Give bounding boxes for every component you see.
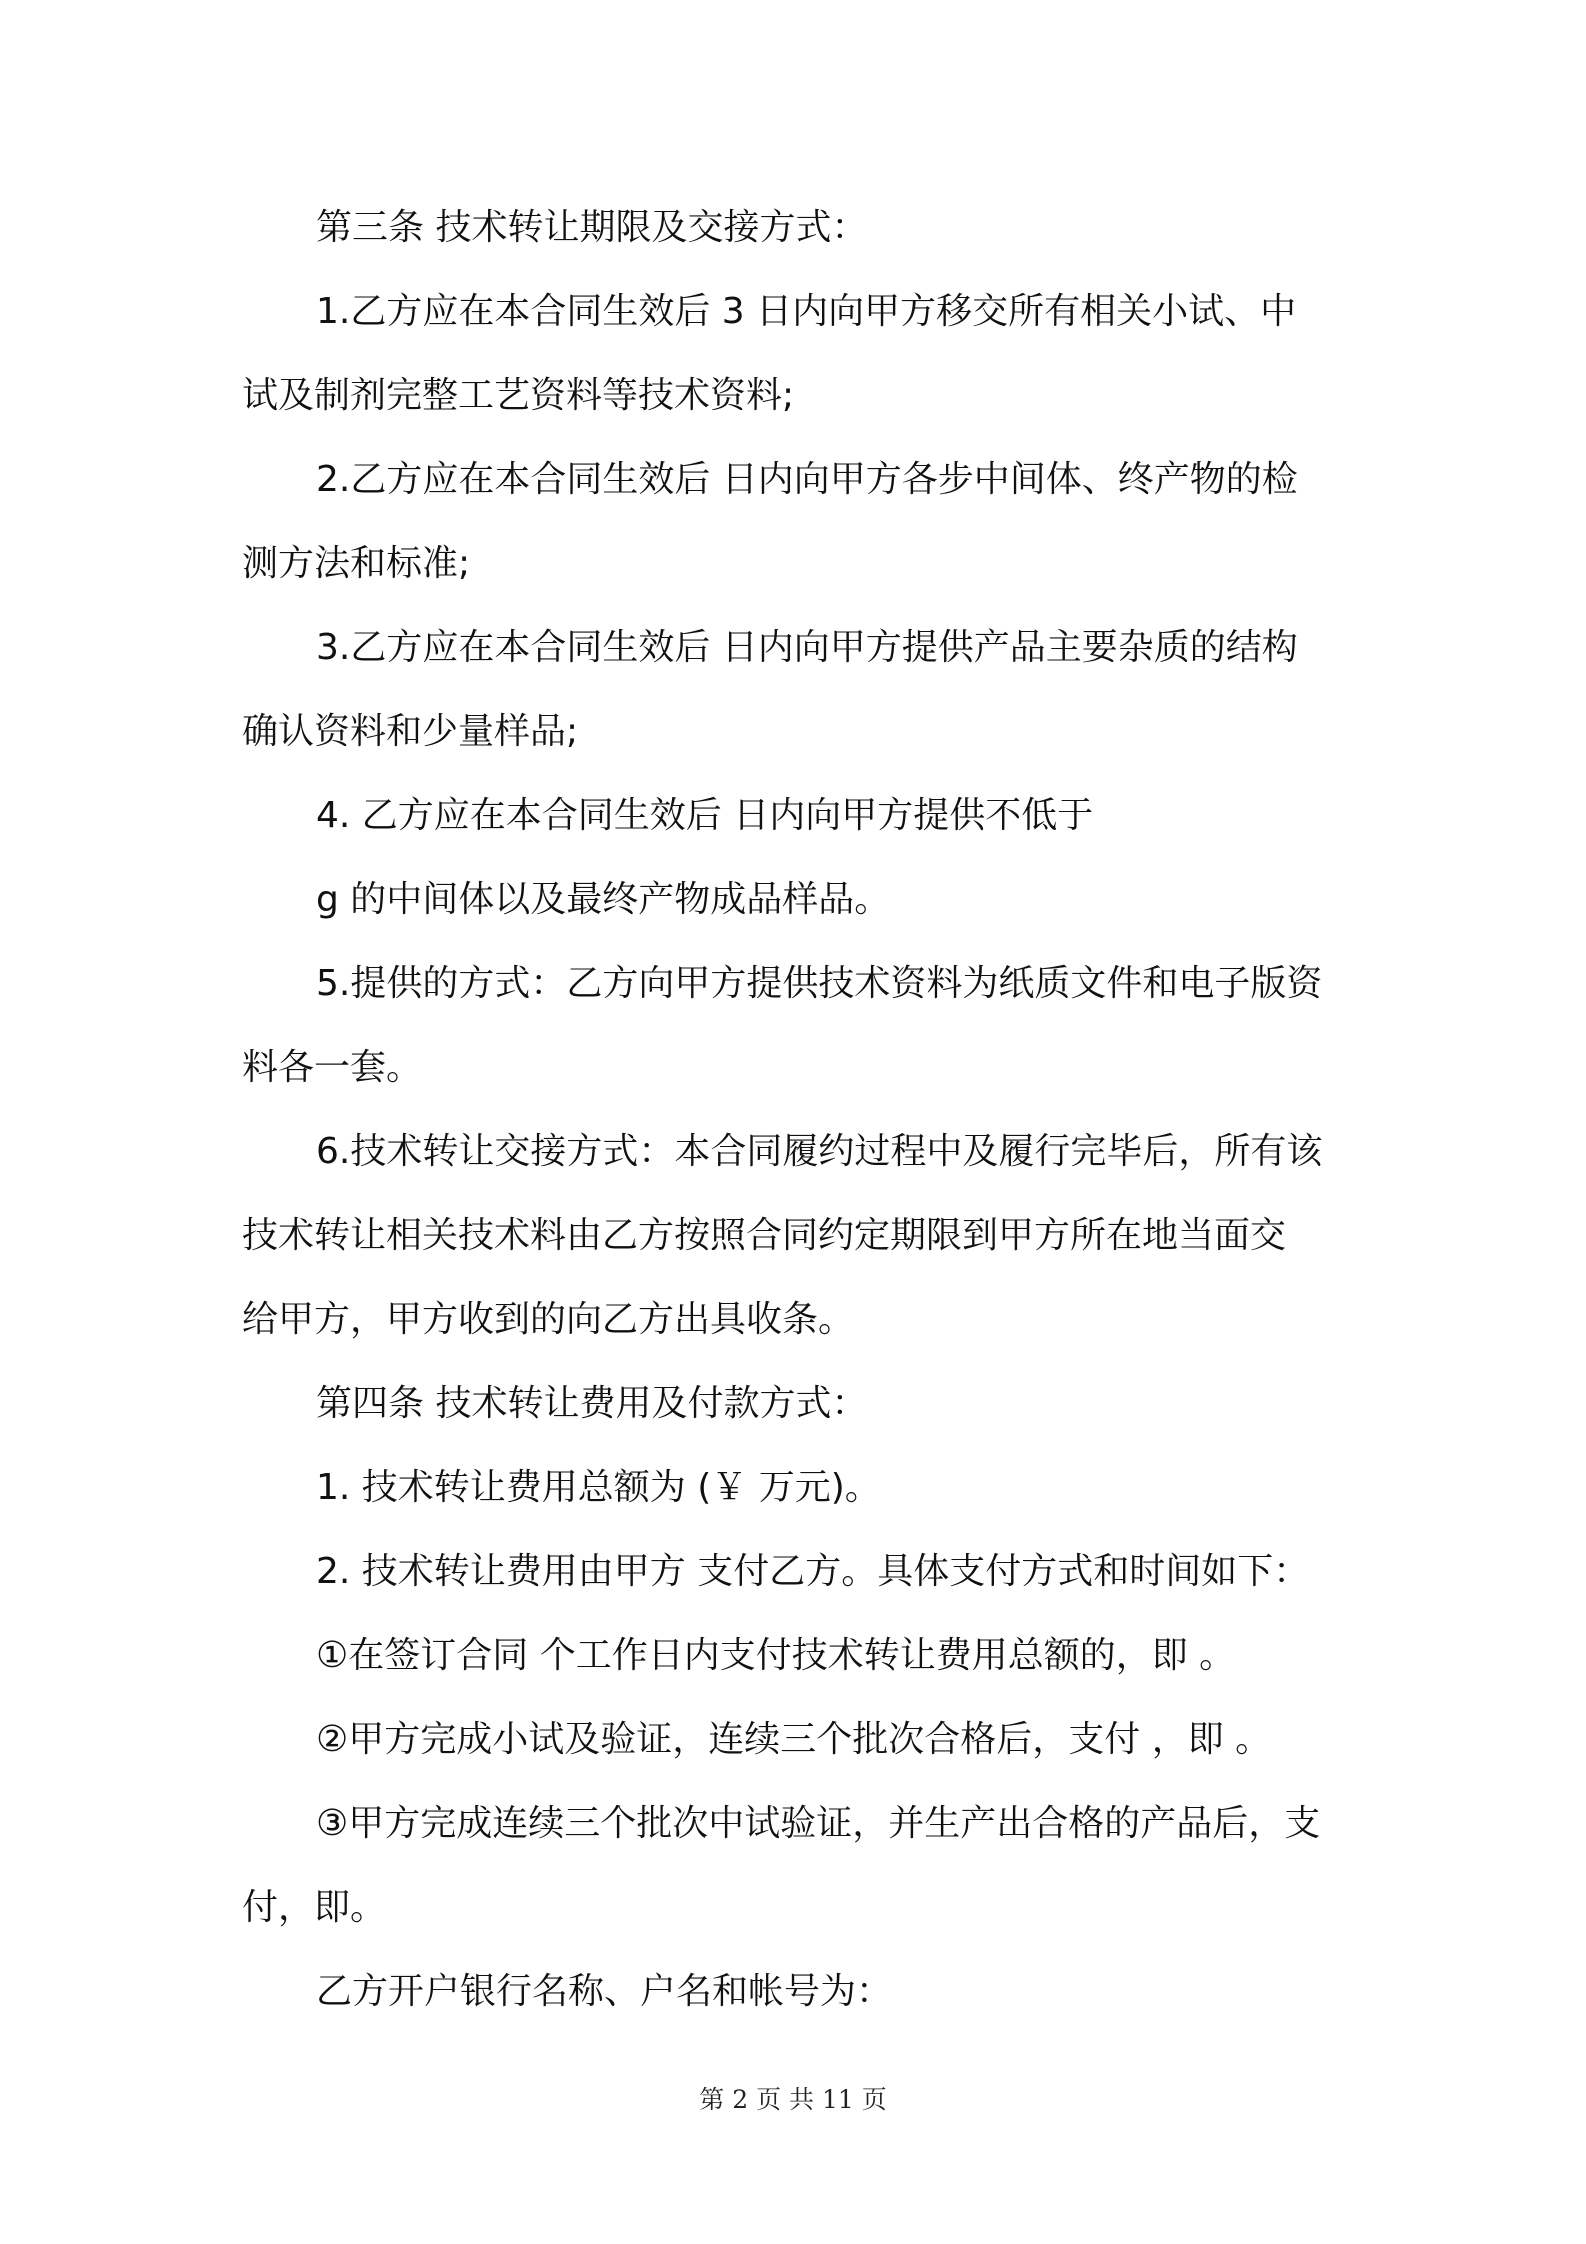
clause-3-1-line-1: 1.乙方应在本合同生效后 3 日内向甲方移交所有相关小试、中 [316, 291, 1297, 332]
article-4-heading: 第四条 技术转让费用及付款方式： [316, 1383, 868, 1424]
clause-3-5-line-1: 5.提供的方式：乙方向甲方提供技术资料为纸质文件和电子版资 [316, 963, 1323, 1004]
clause-3-4-line-1: 4. 乙方应在本合同生效后 日内向甲方提供不低于 [316, 795, 1094, 836]
clause-3-4-line-2: g 的中间体以及最终产物成品样品。 [316, 879, 891, 920]
clause-3-6-line-1: 6.技术转让交接方式：本合同履约过程中及履行完毕后，所有该 [316, 1131, 1323, 1172]
page-number-footer: 第 2 页 共 11 页 [699, 2085, 887, 2114]
clause-3-5-line-2: 料各一套。 [242, 1047, 423, 1088]
clause-3-1-line-2: 试及制剂完整工艺资料等技术资料; [242, 375, 795, 416]
bank-account-line: 乙方开户银行名称、户名和帐号为： [316, 1971, 893, 2012]
article-3-heading: 第三条 技术转让期限及交接方式： [316, 207, 868, 248]
clause-3-2-line-2: 测方法和标准; [242, 543, 471, 584]
payment-item-1: ①在签订合同 个工作日内支付技术转让费用总额的，即 。 [316, 1635, 1236, 1676]
payment-item-2: ②甲方完成小试及验证，连续三个批次合格后，支付 ，即 。 [316, 1719, 1272, 1760]
clause-3-3-line-1: 3.乙方应在本合同生效后 日内向甲方提供产品主要杂质的结构 [316, 627, 1298, 668]
payment-item-3-line-1: ③甲方完成连续三个批次中试验证，并生产出合格的产品后，支 [316, 1803, 1321, 1844]
payment-item-3-line-2: 付，即。 [242, 1887, 387, 1928]
clause-3-2-line-1: 2.乙方应在本合同生效后 日内向甲方各步中间体、终产物的检 [316, 459, 1298, 500]
clause-3-3-line-2: 确认资料和少量样品; [242, 711, 579, 752]
clause-4-2-line: 2. 技术转让费用由甲方 支付乙方。具体支付方式和时间如下： [316, 1551, 1310, 1592]
clause-3-6-line-2: 技术转让相关技术料由乙方按照合同约定期限到甲方所在地当面交 [242, 1215, 1287, 1256]
clause-3-6-line-3: 给甲方，甲方收到的向乙方出具收条。 [242, 1299, 855, 1340]
clause-4-1-line: 1. 技术转让费用总额为 (￥ 万元)。 [316, 1467, 881, 1508]
